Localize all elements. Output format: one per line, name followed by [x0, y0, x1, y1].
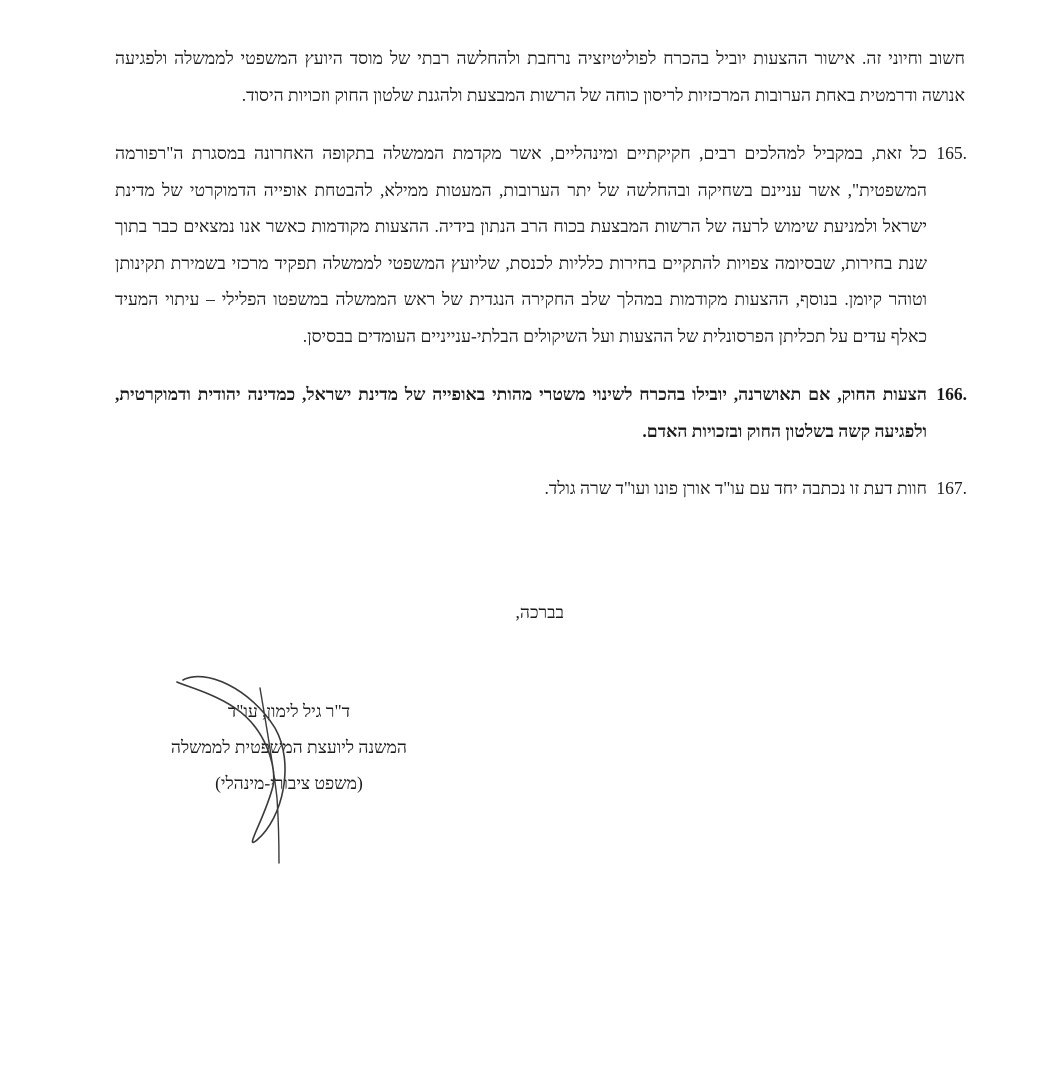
signatory-title: המשנה ליועצת המשפטית לממשלה	[170, 737, 407, 757]
paragraph-165	[115, 135, 965, 354]
closing-greeting: בברכה,	[515, 602, 564, 622]
continuation-paragraph: חשוב וחיוני זה. אישור ההצעות יוביל בהכרח לפוליטיזציה נרחבת ולהחלשה רבתי של מוסד היועץ המשפטי לממשלה ולפגיעה אנושה ודרמטית באחת הערובות המרכזיות לריסון כוחה של הרשות המבצעת ולהגנת שלטון החוק וזכויות היסוד.	[115, 48, 965, 105]
document-body	[115, 40, 965, 507]
signature-block	[171, 693, 407, 801]
paragraph-166	[115, 376, 965, 449]
paragraph-167	[115, 470, 965, 507]
paragraph-number: 167.	[936, 478, 967, 498]
signatory-department: (משפט ציבורי-מינהלי)	[215, 773, 363, 793]
paragraph-text: הצעות החוק, אם תאושרנה, יובילו בהכרח לשינוי משטרי מהותי באופייה של מדינת ישראל, כמדינה יהודית ודמוקרטית, ולפגיעה קשה בשלטון החוק ובזכויות האדם.	[115, 384, 927, 441]
paragraph-number: 165.	[936, 143, 967, 163]
signatory-name: ד"ר גיל לימון, עו"ד	[227, 701, 351, 721]
paragraph-text: כל זאת, במקביל למהלכים רבים, חקיקתיים ומינהליים, אשר מקדמת הממשלה בתקופה האחרונה במסגרת ה"רפורמה המשפטית", אשר עניינם בשחיקה ובהחלשה של יתר הערובות, המעטות ממילא, להבטחת אופייה הדמוקרטי של מדינת ישראל ולמניעת שימוש לרעה של הרשות המבצעת בכוח הרב הנתון בידיה. ההצעות מקודמות כאשר אנו נמצאים כבר בתוך שנת בחירות, שבסיומה צפויות להתקיים בחירות כלליות לכנסת, שליועץ המשפטי לממשלה תפקיד מרכזי בשמירת תקינותן וטוהר קיומן. בנוסף, ההצעות מקודמות במהלך שלב החקירה הנגדית של ראש הממשלה במשפטו הפלילי – עיתוי המעיד כאלף עדים על תכליתן הפרסונלית של ההצעות ועל השיקולים הבלתי-ענייניים העומדים בבסיסן.	[115, 143, 927, 346]
paragraph-text: חוות דעת זו נכתבה יחד עם עו"ד אורן פונו ועו"ד שרה גולד.	[544, 478, 927, 498]
paragraph-number: 166.	[936, 384, 967, 404]
